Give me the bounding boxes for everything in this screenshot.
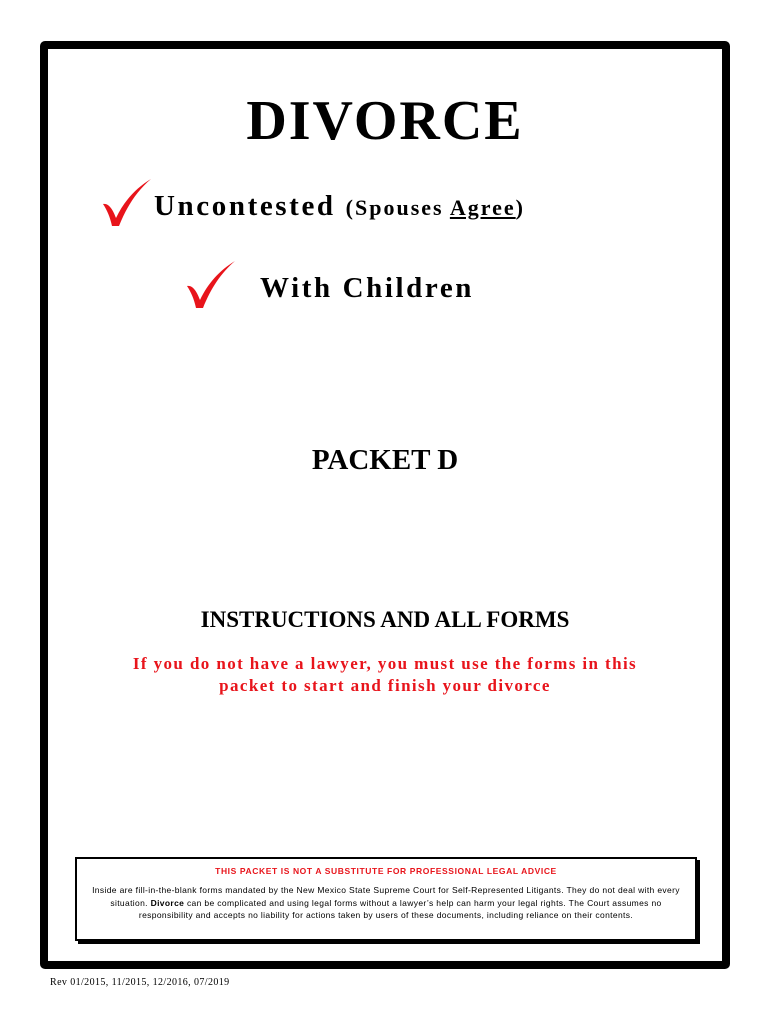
disclaimer-text: Inside are fill-in-the-blank forms mandated by the New Mexico State Supreme Court for Self-Represented Litigants. They do not deal with every situation. Divorce can be complicated and using legal forms without a lawyer’s help can harm your legal rights. The Court assumes no responsibility and accepts no liability for actions taken by users of these documents, including reliance on their contents. [92, 885, 680, 920]
lawyer-warning: If you do not have a lawyer, you must use the forms in this packet to start and finish your divorce [132, 654, 638, 695]
disclaimer-heading: THIS PACKET IS NOT A SUBSTITUTE FOR PROFESSIONAL LEGAL ADVICE [215, 866, 557, 876]
check-mark-icon [100, 177, 152, 229]
disclaimer-box [75, 857, 697, 941]
instructions-heading: INSTRUCTIONS AND ALL FORMS [200, 607, 570, 632]
checklist-item-with-children [184, 259, 474, 311]
checklist-item-uncontested [100, 177, 525, 229]
revision-footer: Rev 01/2015, 11/2015, 12/2016, 07/2019 [50, 977, 230, 988]
page-title: DIVORCE [246, 90, 524, 152]
cover-border [40, 41, 730, 969]
with-children-label: With Children [260, 272, 475, 304]
uncontested-label: Uncontested [154, 190, 336, 222]
check-mark-icon [184, 259, 236, 311]
agree-emphasis: Agree [449, 195, 516, 220]
packet-label: PACKET D [311, 444, 459, 476]
spouses-agree-note: (Spouses Agree) [345, 195, 525, 220]
